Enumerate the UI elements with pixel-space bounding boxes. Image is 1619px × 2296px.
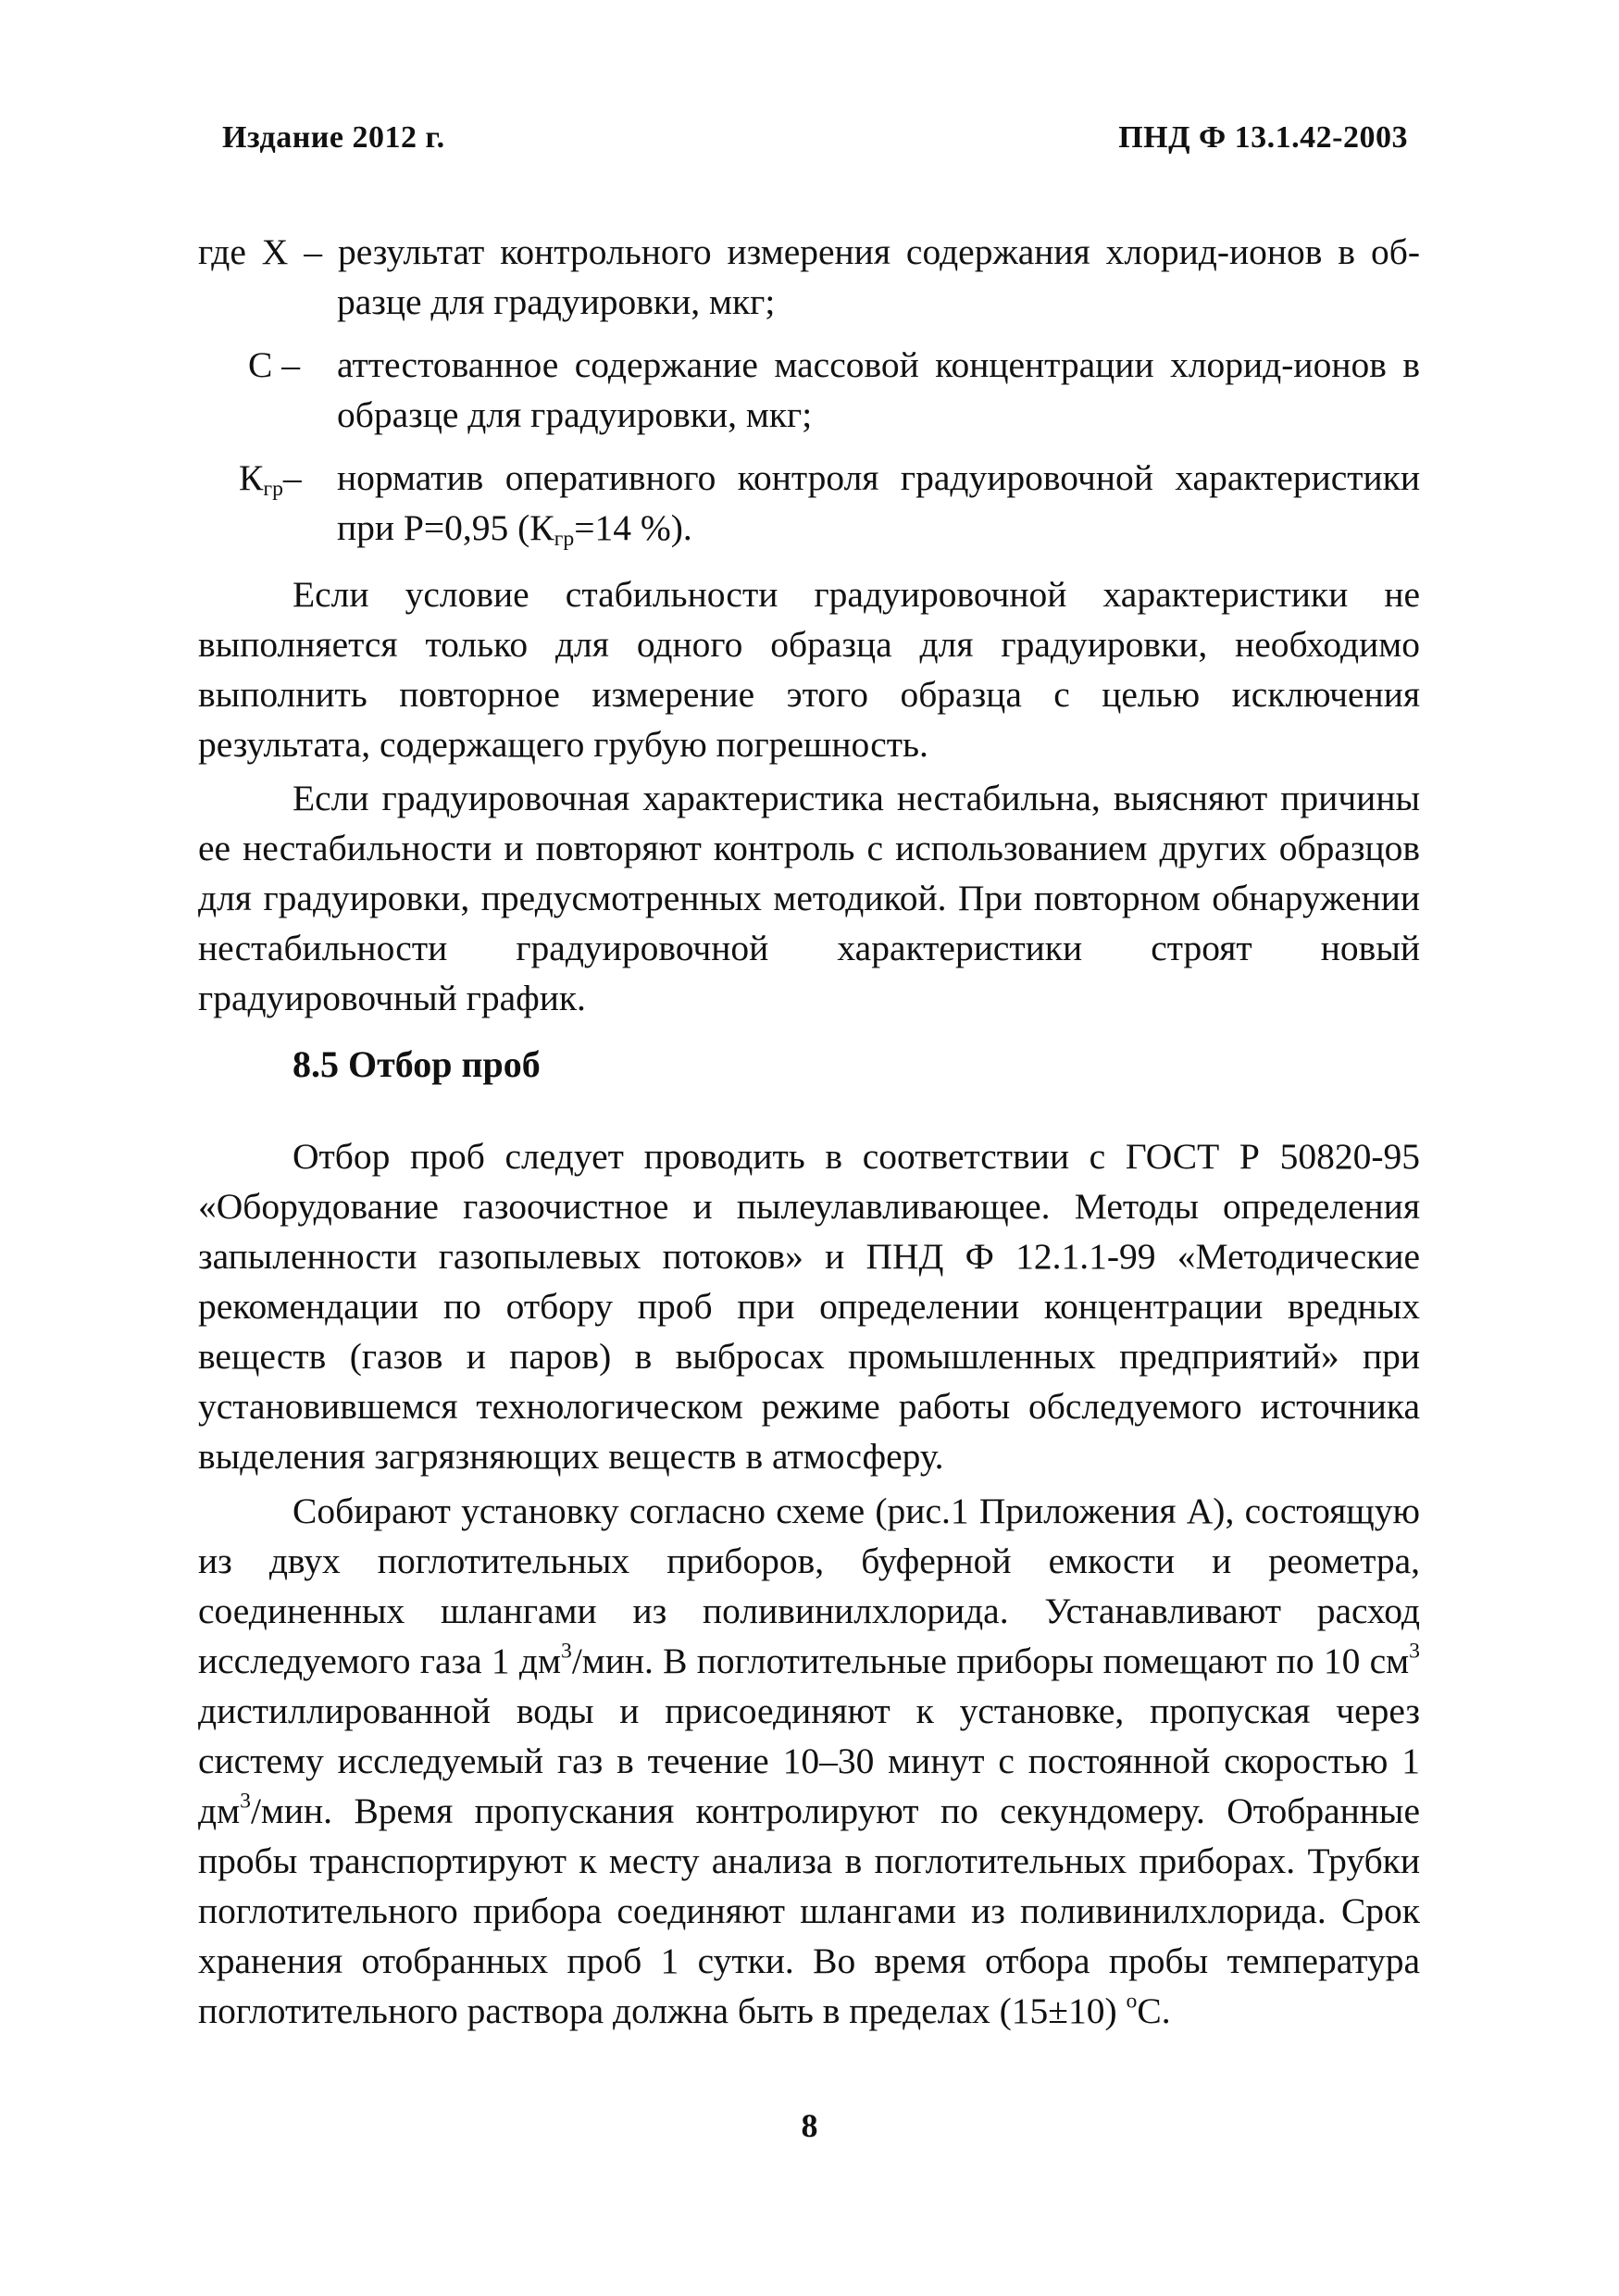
- definition-k-text: норматив оперативного контроля градуировочной характеристики при Р=0,95 ($К_{гр}=14$ %).: [337, 457, 1420, 551]
- definition-x-lead: где X – результат контрольного измерения содержания хлорид-ионов в об-: [198, 231, 1420, 272]
- definition-x: [198, 227, 1420, 327]
- definition-c-text: аттестованное содержание массовой концентрации хлорид-ионов в образце для градуировки, мкг;: [337, 344, 1420, 435]
- paragraph-stability-retest: Если условие стабильности градуировочной характеристики не выполняется только для одного образца для градуировки, необходимо выполнить повторное измерение этого образца с целью исключения результата, содержащего грубую погрешность.: [198, 574, 1420, 765]
- page-number: 8: [801, 2107, 818, 2144]
- paragraph-unstable-characteristic: Если градуировочная характеристика нестабильна, выясняют причины ее нестабильности и повторяют контроль с использованием других образцов для градуировки, предусмотренных методикой. При повторном обнаружении нестабильности градуировочной характеристики строят новый градуировочный график.: [198, 778, 1420, 1018]
- variable-definitions: [198, 227, 1420, 566]
- definition-c-term: C –: [248, 344, 300, 385]
- section-heading-sampling: 8.5 Отбор проб: [293, 1043, 541, 1085]
- definition-k-term: $К_{гр}-$: [239, 457, 302, 501]
- paragraph-sampling-procedure: Собирают установку согласно схеме (рис.1 Приложения А), состоящую из двух поглотительных приборов, буферной емкости и реометра, соединенных шлангами из поливинилхлорида. Устанавливают расход исследуемого газа 1 $дм^3$/мин. В поглотительные приборы помещают по 10 $см^3$ дистиллированной воды и присоединяют к установке, пропуская через систему исследуемый газ в течение 10–30 минут с постоянной скоростью 1 $дм^3$/мин. Время пропускания контролируют по секундомеру. Отобранные пробы транспортируют к месту анализа в поглотительных приборах. Трубки поглотительного прибора соединяют шлангами из поливинилхлорида. Срок хранения отобранных проб 1 сутки. Во время отбора пробы температура поглотительного раствора должна быть в пределах (15±10) $^о$С.: [198, 1491, 1420, 2031]
- paragraph-sampling-standards: Отбор проб следует проводить в соответствии с ГОСТ Р 50820-95 «Оборудование газоочистное и пылеулавливающее. Методы определения запыленности газопылевых потоков» и ПНД Ф 12.1.1-99 «Методические рекомендации по отбору проб при определении концентрации вредных веществ (газов и паров) в выбросах промышленных предприятий» при установившемся технологическом режиме работы обследуемого источника выделения загрязняющих веществ в атмосферу.: [198, 1136, 1420, 1477]
- definition-c: [198, 340, 1420, 440]
- definition-x-term: где X –: [198, 231, 323, 272]
- definition-k: [198, 453, 1420, 553]
- edition-label: Издание 2012 г.: [222, 120, 445, 155]
- definition-x-continuation: разце для градуировки, мкг;: [337, 281, 776, 322]
- document-code: ПНД Ф 13.1.42-2003: [1118, 120, 1408, 155]
